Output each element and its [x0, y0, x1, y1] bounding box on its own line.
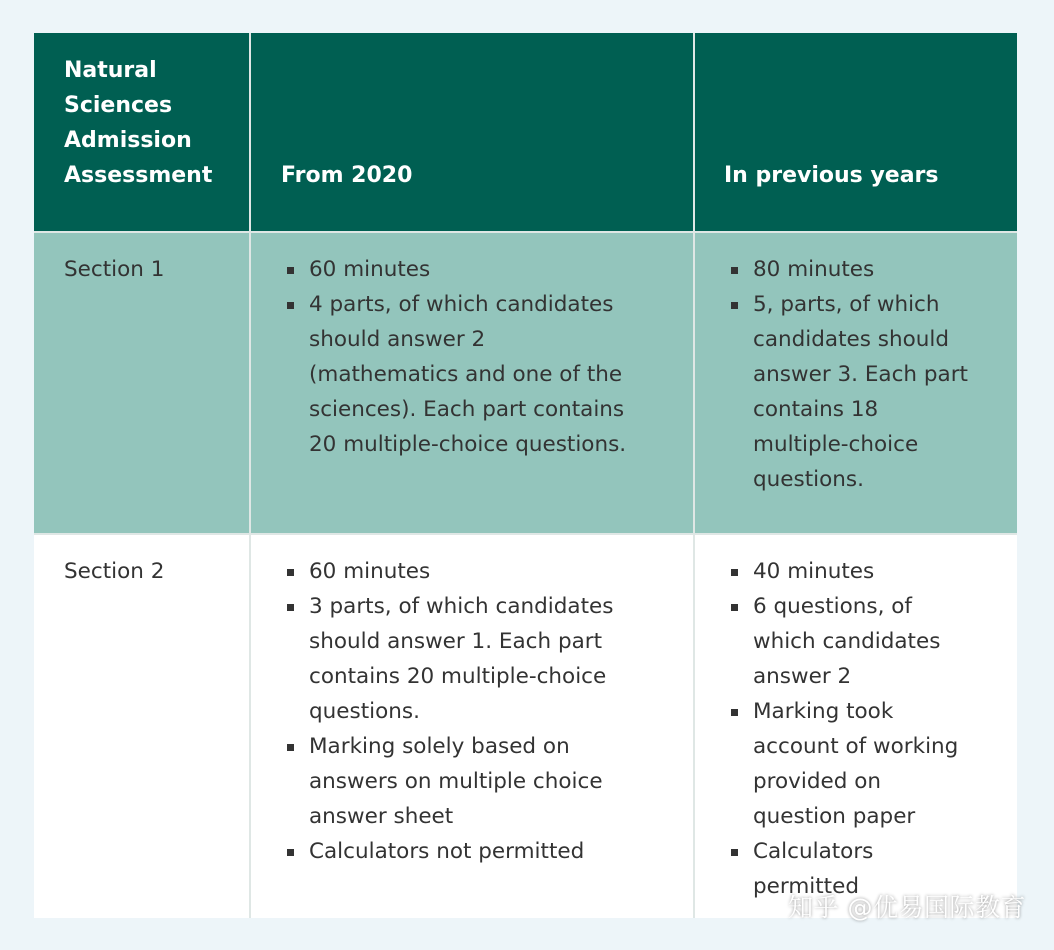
bullet-square-icon [287, 302, 294, 309]
comparison-table [34, 33, 1017, 918]
list-item-line: contains 20 multiple-choice [309, 664, 607, 689]
header-line: Admission [64, 128, 192, 153]
list-item [287, 287, 626, 462]
bullet-square-icon [287, 569, 294, 576]
list-item-line: question paper [753, 804, 916, 829]
header-line: Sciences [64, 93, 173, 118]
list-item-line: permitted [753, 874, 859, 899]
section-1-from-2020-list [287, 252, 626, 462]
header-from-2020: From 2020 [281, 163, 413, 188]
section-2-label: Section 2 [64, 559, 165, 584]
bullet-square-icon [287, 849, 294, 856]
zhihu-watermark: 知乎 @优易国际教育 [788, 893, 1026, 922]
section-1-previous-cell [694, 232, 1017, 534]
list-item-line: answer 2 [753, 664, 852, 689]
header-cell-assessment [34, 33, 250, 232]
list-item-line: Calculators [753, 839, 874, 864]
bullet-square-icon [731, 569, 738, 576]
list-item-line: 60 minutes [309, 559, 431, 584]
bullet-square-icon [731, 709, 738, 716]
header-line: Assessment [64, 163, 213, 188]
list-item-line: answer 3. Each part [753, 362, 968, 387]
list-item-line: multiple-choice [753, 432, 919, 457]
list-item-line: 60 minutes [309, 257, 431, 282]
bullet-square-icon [731, 849, 738, 856]
list-item-line: Calculators not permitted [309, 839, 585, 864]
list-item [731, 589, 958, 694]
list-item-line: Marking took [753, 699, 894, 724]
list-item-line: answer sheet [309, 804, 454, 829]
list-item-line: questions. [309, 699, 420, 724]
section-2-label-cell [34, 534, 250, 918]
bullet-square-icon [731, 604, 738, 611]
row-divider [34, 231, 1017, 233]
list-item-line: answers on multiple choice [309, 769, 603, 794]
table-header-row [34, 33, 1017, 232]
list-item-line: (mathematics and one of the [309, 362, 623, 387]
section-1-label-cell [34, 232, 250, 534]
list-item-line: 4 parts, of which candidates [309, 292, 614, 317]
list-item-line: 5, parts, of which [753, 292, 940, 317]
bullet-square-icon [287, 267, 294, 274]
section-2-from-2020-cell [250, 534, 694, 918]
list-item-line: candidates should [753, 327, 949, 352]
bullet-square-icon [287, 744, 294, 751]
row-divider [34, 533, 1017, 535]
list-item [287, 554, 613, 589]
list-item [731, 554, 958, 589]
list-item-line: account of working [753, 734, 959, 759]
table-row-section-2 [34, 534, 1017, 918]
list-item [731, 694, 958, 834]
list-item-line: 40 minutes [753, 559, 875, 584]
list-item [287, 252, 626, 287]
section-1-from-2020-cell [250, 232, 694, 534]
list-item [731, 287, 968, 497]
list-item-line: contains 18 [753, 397, 879, 422]
list-item [287, 834, 613, 869]
header-cell-from-2020 [250, 33, 694, 232]
table-row-section-1 [34, 232, 1017, 534]
list-item-line: 80 minutes [753, 257, 875, 282]
section-2-from-2020-list [287, 554, 613, 869]
column-divider [249, 33, 251, 918]
list-item-line: 20 multiple-choice questions. [309, 432, 627, 457]
list-item-line: sciences). Each part contains [309, 397, 625, 422]
section-1-label: Section 1 [64, 257, 165, 282]
list-item-line: which candidates [753, 629, 941, 654]
bullet-square-icon [287, 604, 294, 611]
bullet-square-icon [731, 302, 738, 309]
header-cell-previous-years [694, 33, 1017, 232]
list-item-line: 6 questions, of [753, 594, 912, 619]
list-item [731, 252, 968, 287]
section-2-previous-list [731, 554, 958, 904]
header-assessment-title [64, 53, 212, 193]
list-item [287, 589, 613, 729]
section-2-previous-cell [694, 534, 1017, 918]
header-line: Natural [64, 58, 157, 83]
column-divider [693, 33, 695, 918]
list-item-line: 3 parts, of which candidates [309, 594, 614, 619]
list-item-line: Marking solely based on [309, 734, 570, 759]
list-item-line: questions. [753, 467, 864, 492]
list-item-line: should answer 1. Each part [309, 629, 603, 654]
list-item-line: should answer 2 [309, 327, 486, 352]
list-item [287, 729, 613, 834]
list-item-line: provided on [753, 769, 882, 794]
bullet-square-icon [731, 267, 738, 274]
section-1-previous-list [731, 252, 968, 497]
header-previous-years: In previous years [724, 163, 939, 188]
